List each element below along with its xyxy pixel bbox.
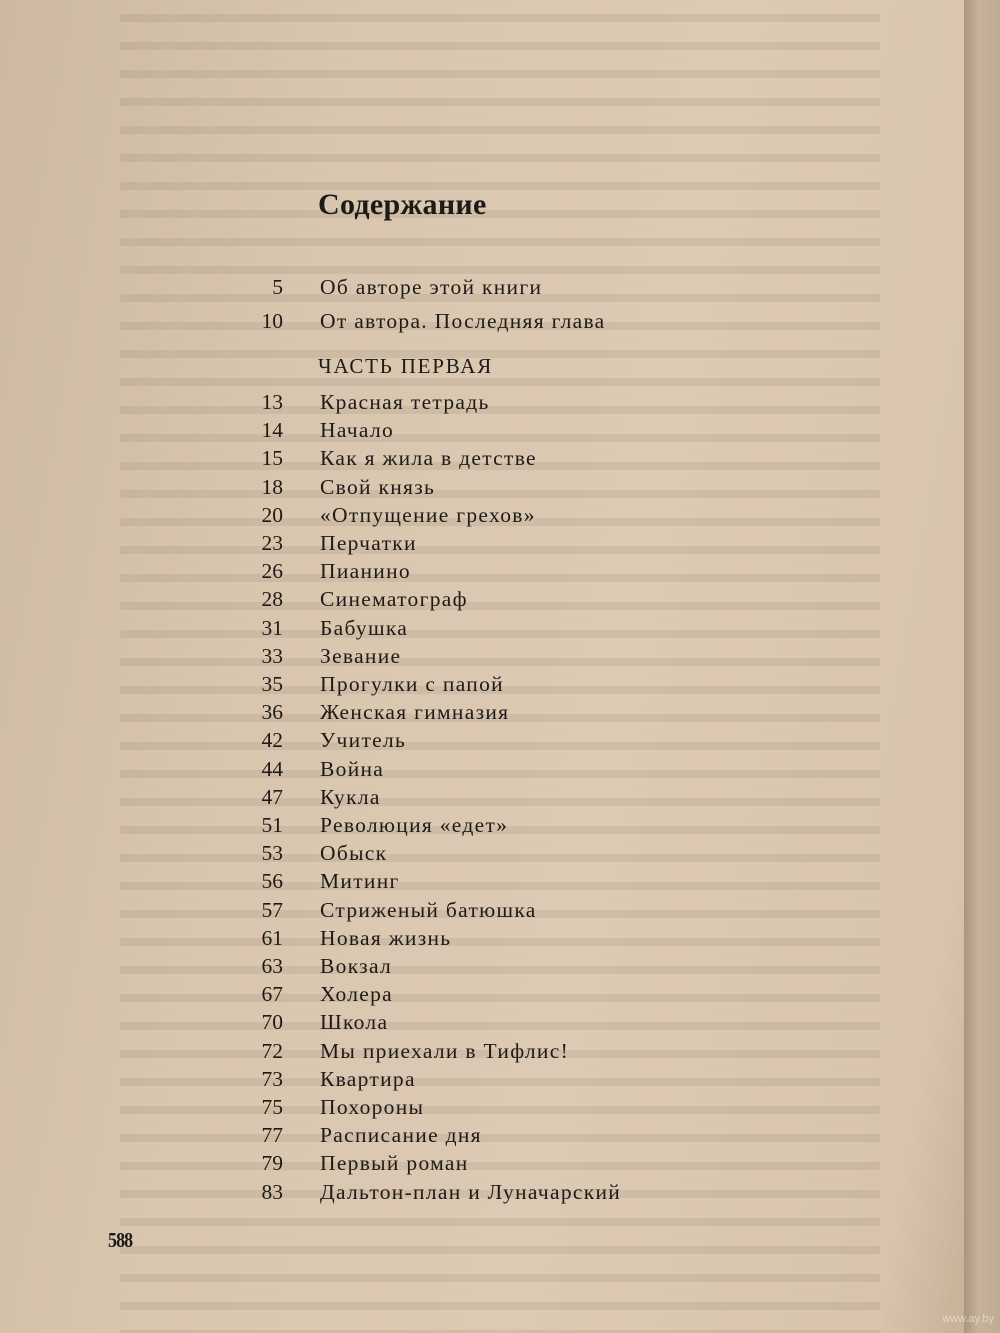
entry-page-number: 13 (261, 390, 283, 414)
entry-title: Война (320, 756, 385, 781)
entry-title: От автора. Последняя глава (320, 309, 606, 333)
entry-title: Стриженый батюшка (320, 897, 537, 922)
entry-page-number: 15 (261, 446, 283, 471)
entry-page-number: 20 (261, 502, 283, 527)
entry-title: Свой князь (320, 474, 436, 499)
entry-page-number: 35 (261, 672, 283, 696)
entry-title: Первый роман (320, 1151, 469, 1176)
entry-title: Революция «едет» (320, 813, 509, 837)
page-title: Содержание (318, 188, 487, 221)
entry-title: Пианино (320, 559, 411, 584)
entry-page-number: 47 (261, 784, 283, 809)
entry-title: Бабушка (320, 615, 409, 640)
entry-page-number: 5 (272, 275, 283, 299)
entry-title: Зевание (320, 643, 402, 668)
entry-title: Новая жизнь (320, 925, 452, 950)
entry-title: Начало (320, 418, 395, 443)
entry-title: Кукла (320, 784, 381, 809)
entry-page-number: 79 (261, 1151, 283, 1176)
entry-page-number: 18 (261, 474, 283, 499)
entry-page-number: 83 (261, 1179, 283, 1204)
entry-page-number: 28 (261, 587, 283, 612)
entry-title: Похороны (320, 1095, 425, 1119)
part-heading: ЧАСТЬ ПЕРВАЯ (318, 354, 494, 378)
entry-page-number: 23 (261, 531, 283, 555)
entry-title: Синематограф (320, 587, 468, 612)
entry-title: Холера (320, 982, 394, 1007)
entry-page-number: 67 (261, 982, 283, 1007)
entry-page-number: 14 (261, 418, 283, 443)
entry-page-number: 70 (261, 1010, 283, 1035)
entry-title: Красная тетрадь (320, 390, 490, 414)
entry-title: Дальтон-план и Луначарский (320, 1179, 622, 1204)
entry-page-number: 33 (261, 643, 283, 668)
entry-title: Об авторе этой книги (320, 275, 543, 299)
entry-page-number: 42 (261, 728, 283, 753)
entry-page-number: 56 (261, 869, 283, 894)
entry-title: Учитель (320, 728, 407, 753)
entry-title: Квартира (320, 1066, 416, 1091)
entry-title: Как я жила в детстве (320, 446, 537, 471)
entry-title: Прогулки с папой (320, 672, 504, 696)
entry-page-number: 53 (261, 841, 283, 866)
entry-page-number: 75 (261, 1095, 283, 1119)
page-edge (964, 0, 1000, 1333)
entry-title: Вокзал (320, 954, 393, 978)
entry-page-number: 72 (261, 1038, 283, 1063)
entry-title: Мы приехали в Тифлис! (320, 1038, 570, 1063)
entry-title: Митинг (320, 869, 400, 894)
entry-page-number: 77 (261, 1123, 283, 1148)
entry-page-number: 10 (261, 309, 283, 333)
entry-page-number: 36 (261, 700, 283, 725)
entry-page-number: 73 (261, 1066, 283, 1091)
page-number: 588 (108, 1228, 133, 1252)
entry-page-number: 26 (261, 559, 283, 584)
entry-page-number: 51 (261, 813, 283, 837)
entry-page-number: 44 (261, 756, 283, 781)
entry-page-number: 61 (261, 925, 283, 950)
entry-page-number: 63 (261, 954, 283, 978)
entry-title: «Отпущение грехов» (320, 502, 536, 527)
entry-page-number: 31 (261, 615, 283, 640)
watermark: www.ay.by (942, 1313, 994, 1325)
entry-title: Женская гимназия (320, 700, 510, 725)
entry-title: Расписание дня (320, 1123, 482, 1148)
entry-title: Перчатки (320, 531, 417, 555)
entry-title: Школа (320, 1010, 389, 1035)
entry-page-number: 57 (261, 897, 283, 922)
entry-title: Обыск (320, 841, 388, 866)
